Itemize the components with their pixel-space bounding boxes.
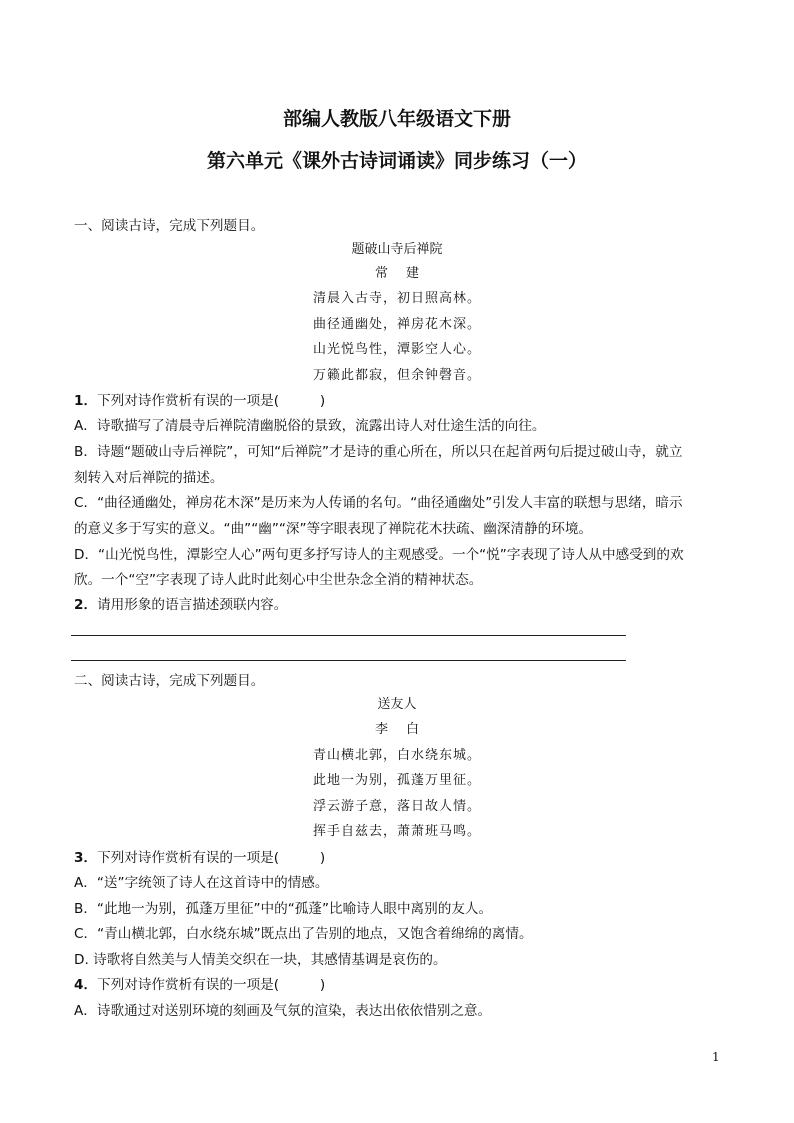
question-1-stem: 下列对诗作赏析有误的一项是( ) [97,393,326,409]
q1-option-c-line2: 的意义多于写实的意义。“曲”“幽”“深”等字眼表现了禅院花木扶疏、幽深清静的环境。 [74,521,593,537]
q3-option-a: A．“送”字统领了诗人在这首诗中的情感。 [74,875,329,891]
question-1-number: 1． [74,393,98,409]
q1-option-d-line1: D．“山光悦鸟性，潭影空人心”两句更多抒写诗人的主观感受。一个“悦”字表现了诗人从中感受到的欢 [74,547,684,563]
question-4 [74,975,325,995]
q1-option-d-line2: 欣。一个“空”字表现了诗人此时此刻心中尘世杂念全消的精神状态。 [74,572,483,588]
q4-option-a: A．诗歌通过对送别环境的刻画及气氛的渲染，表达出依依惜别之意。 [74,1003,492,1019]
poem2-title: 送友人 [377,697,417,712]
poem1-author: 常建 [374,266,437,281]
poem1-line-1: 清晨入古寺，初日照高林。 [312,291,481,306]
poem2-line-2: 此地一为别，孤蓬万里征。 [312,773,481,788]
poem1-line-2: 曲径通幽处，禅房花木深。 [312,317,481,332]
q1-option-b-line2: 刻转入对后禅院的描述。 [74,470,224,486]
question-3-stem: 下列对诗作赏析有误的一项是( ) [97,850,326,866]
poem1-line-4: 万籁此都寂，但余钟磬音。 [312,368,481,383]
question-3 [74,848,325,868]
poem1-title: 题破山寺后禅院 [351,242,443,257]
poem2-line-3: 浮云游子意，落日故人情。 [312,799,481,814]
question-2 [74,595,287,615]
q3-option-c: C．“青山横北郭，白水绕东城”既点出了告别的地点，又饱含着绵绵的离情。 [74,926,533,942]
poem2-author: 李白 [374,722,437,737]
answer-line-2 [71,660,626,661]
q1-option-b-line1: B．诗题“题破山寺后禅院”，可知“后禅院”才是诗的重心所在，所以只在起首两句后提过破山寺，就立 [74,444,683,460]
q3-option-d: D. 诗歌将自然美与人情美交织在一块，其感情基调是哀伤的。 [74,952,447,968]
poem1-line-3: 山光悦鸟性，潭影空人心。 [312,342,481,357]
question-2-stem: 请用形象的语言描述颈联内容。 [97,597,288,613]
document-title: 部编人教版八年级语文下册 [282,108,511,130]
question-1 [74,391,325,411]
q1-option-a: A．诗歌描写了清晨寺后禅院清幽脱俗的景致，流露出诗人对仕途生活的向往。 [74,418,546,434]
answer-line-1 [71,635,626,636]
page-number: 1 [712,1050,720,1064]
question-4-stem: 下列对诗作赏析有误的一项是( ) [97,977,326,993]
document-subtitle: 第六单元《课外古诗词诵读》同步练习（一） [206,150,587,172]
section2-heading: 二、阅读古诗，完成下列题目。 [74,673,265,689]
poem2-line-1: 青山横北郭，白水绕东城。 [312,748,481,763]
poem2-line-4: 挥手自兹去，萧萧班马鸣。 [312,824,481,839]
question-2-number: 2． [74,597,98,613]
section1-heading: 一、阅读古诗，完成下列题目。 [74,218,265,234]
question-3-number: 3． [74,850,98,866]
q3-option-b: B．“此地一为别，孤蓬万里征”中的“孤蓬”比喻诗人眼中离别的友人。 [74,901,493,917]
q1-option-c-line1: C．“曲径通幽处，禅房花木深”是历来为人传诵的名句。“曲径通幽处”引发人丰富的联想与思绪，暗示 [74,495,683,511]
question-4-number: 4． [74,977,98,993]
